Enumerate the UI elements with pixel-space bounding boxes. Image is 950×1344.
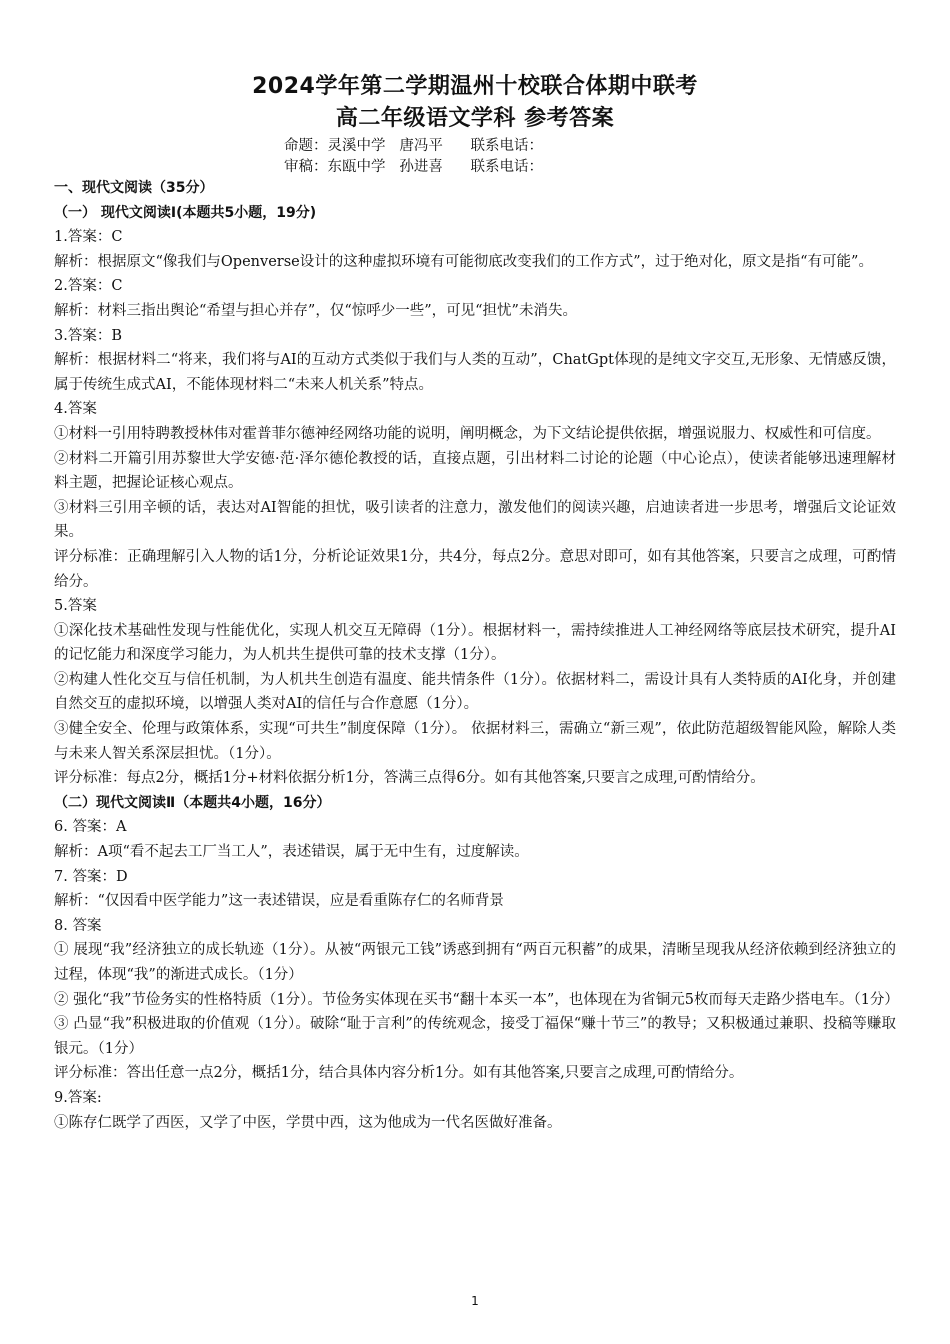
answer-line: 9.答案: <box>54 1089 102 1106</box>
answer-point: ①深化技术基础性发现与性能优化，实现人机交互无障碍（1分）。根据材料一，需持续推进人工神经网络等底层技术研究，提升AI的记忆能力和深度学习能力，为人机共生提供可靠的技术支撑（1分）。 <box>54 622 896 664</box>
scoring-criteria: 评分标准：每点2分，概括1分+材料依据分析1分，答满三点得6分。如有其他答案,只要言之成理,可酌情给分。 <box>54 770 765 787</box>
answer-line: 3.答案：B <box>54 327 122 344</box>
answer-point: ③ 凸显“我”积极进取的价值观（1分）。破除“耻于言利”的传统观念，接受丁福保“赚十节三”的教导；又积极通过兼职、投稿等赚取银元。（1分） <box>54 1016 896 1057</box>
answer-point: ③健全安全、伦理与政策体系，实现“可共生”制度保障（1分）。 依据材料三，需确立“新三观”，依此防范超级智能风险，解除人类与未来人智关系深层担忧。（1分）。 <box>54 721 896 762</box>
answer-point: ① 展现“我”经济独立的成长轨迹（1分）。从被“两银元工钱”诱惑到拥有“两百元积蓄”的成果，清晰呈现我从经济依赖到经济独立的过程，体现“我”的渐进式成长。（1分） <box>54 942 896 983</box>
scoring-criteria: 评分标准：正确理解引入人物的话1分，分析论证效果1分，共4分，每点2分。意思对即可，如有其他答案，只要言之成理，可酌情给分。 <box>54 548 896 590</box>
answer-point: ②构建人性化交互与信任机制，为人机共生创造有温度、能共情条件（1分）。依据材料二，需设计具有人类特质的AI化身，并创建自然交互的虚拟环境，以增强人类对AI的信任与合作意愿（1分）。 <box>54 671 896 713</box>
answer-point: ②材料二开篇引用苏黎世大学安德·范·泽尔德伦教授的话，直接点题，引出材料二讨论的论题（中心论点），使读者能够迅速理解材料主题，把握论证核心观点。 <box>54 450 896 492</box>
subsection-heading: （二）现代文阅读Ⅱ（本题共4小题，16分） <box>54 794 331 811</box>
page-number: 1 <box>471 1294 479 1308</box>
answer-point: ② 强化“我”节俭务实的性格特质（1分）。节俭务实体现在买书“翻十本买一本”，也体现在为省铜元5枚而每天走路少搭电车。（1分） <box>54 991 899 1008</box>
document-title: 2024学年第二学期温州十校联合体期中联考 <box>252 74 698 99</box>
answer-line: 7. 答案：D <box>54 868 128 885</box>
analysis-paragraph: 解析：“仅因看中医学能力”这一表述错误，应是看重陈存仁的名师背景 <box>54 893 504 910</box>
answer-line: 4.答案 <box>54 401 97 418</box>
document-subtitle: 高二年级语文学科 参考答案 <box>335 106 615 131</box>
analysis-paragraph: 解析：A项“看不起去工厂当工人”，表述错误，属于无中生有，过度解读。 <box>54 844 529 861</box>
answer-line: 2.答案：C <box>54 278 123 295</box>
answer-line: 5.答案 <box>54 598 97 615</box>
answer-point: ③材料三引用辛顿的话，表达对AI智能的担忧，吸引读者的注意力，激发他们的阅读兴趣，启迪读者进一步思考，增强后文论证效果。 <box>54 499 896 541</box>
answer-body <box>54 176 899 1135</box>
subsection-heading: （一） 现代文阅读Ⅰ(本题共5小题，19分) <box>54 204 317 221</box>
answer-line: 6. 答案：A <box>54 819 127 836</box>
author-line: 命题：灵溪中学 唐冯平 联系电话： <box>284 138 543 154</box>
reviewer-line: 审稿：东瓯中学 孙进喜 联系电话： <box>284 159 543 175</box>
analysis-paragraph: 解析：材料三指出舆论“希望与担心并存”，仅“惊呼少一些”，可见“担忧”未消失。 <box>54 302 577 319</box>
scoring-criteria: 评分标准：答出任意一点2分，概括1分，结合具体内容分析1分。如有其他答案,只要言之成理,可酌情给分。 <box>54 1065 744 1082</box>
answer-point: ①陈存仁既学了西医，又学了中医，学贯中西，这为他成为一代名医做好准备。 <box>54 1114 562 1131</box>
answer-point: ①材料一引用特聘教授林伟对霍普菲尔德神经网络功能的说明，阐明概念，为下文结论提供依据，增强说服力、权威性和可信度。 <box>54 425 881 442</box>
section-heading: 一、现代文阅读（35分） <box>54 180 214 196</box>
analysis-paragraph: 解析：根据材料二“将来，我们将与AI的互动方式类似于我们与人类的互动”，ChatGpt体现的是纯文字交互,无形象、无情感反馈，属于传统生成式AI，不能体现材料二“未来人机关系”特点。 <box>54 352 896 393</box>
answer-line: 1.答案：C <box>54 229 123 246</box>
answer-line: 8. 答案 <box>54 917 102 934</box>
analysis-paragraph: 解析：根据原文“像我们与Openverse设计的这种虚拟环境有可能彻底改变我们的工作方式”，过于绝对化，原文是指“有可能”。 <box>54 253 873 270</box>
